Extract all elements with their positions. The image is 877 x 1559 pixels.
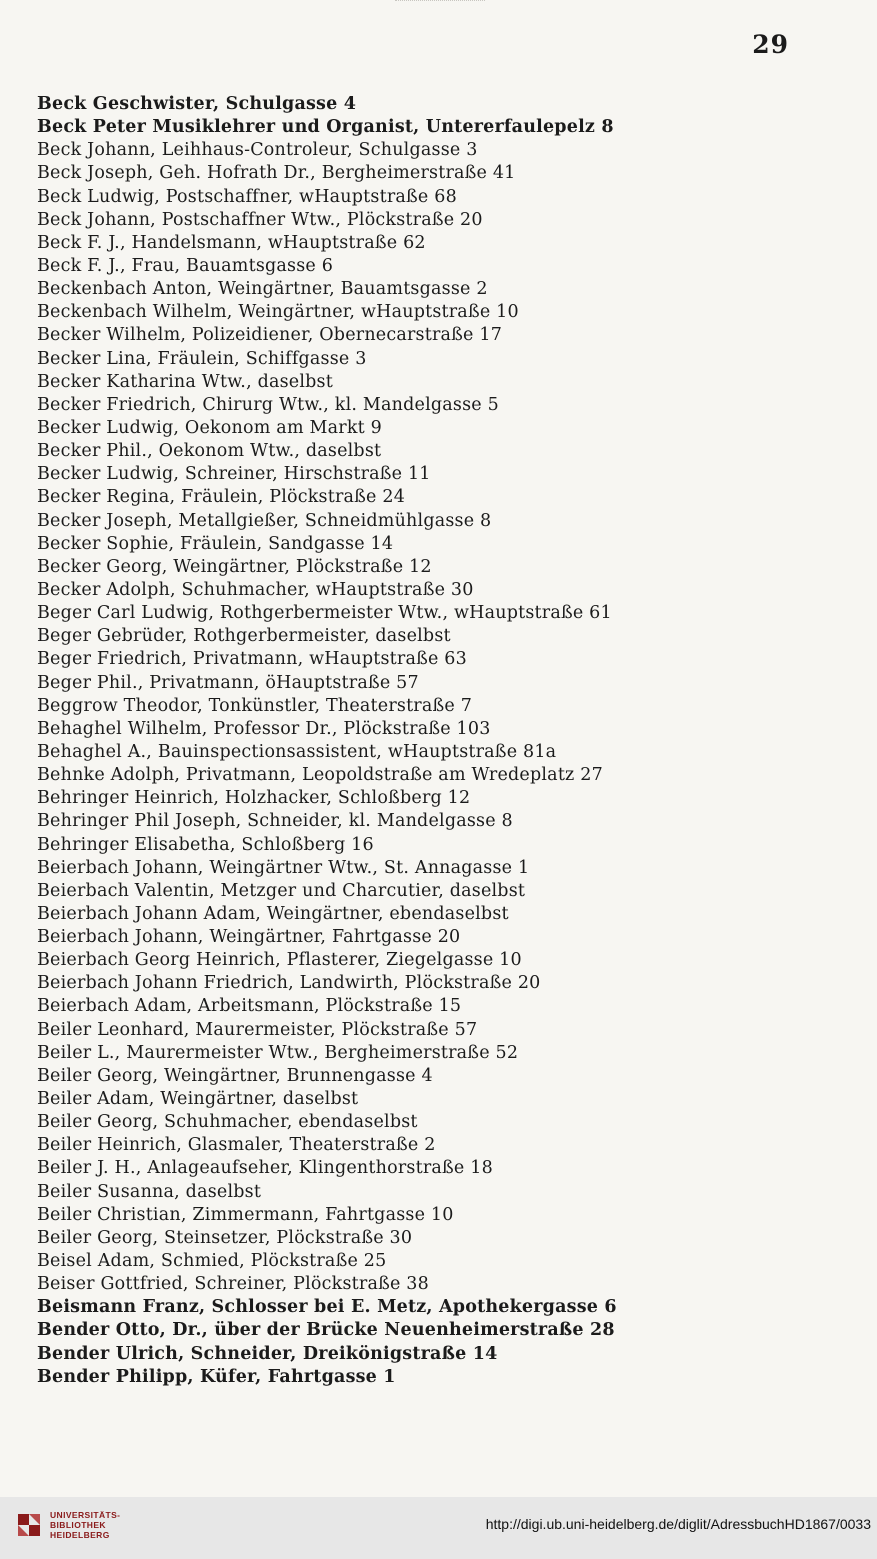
directory-entry: Beck Joseph, Geh. Hofrath Dr., Bergheimerstraße 41 xyxy=(37,163,516,184)
directory-entry: Beck Peter Musiklehrer und Organist, Untererfaulepelz 8 xyxy=(37,117,614,138)
directory-entry: Beierbach Georg Heinrich, Pflasterer, Ziegelgasse 10 xyxy=(37,950,522,971)
logo-line: BIBLIOTHEK xyxy=(50,1520,106,1530)
page-number: 29 xyxy=(752,30,789,59)
directory-entry: Becker Lina, Fräulein, Schiffgasse 3 xyxy=(37,348,367,369)
directory-entry: Beiler L., Maurermeister Wtw., Bergheimerstraße 52 xyxy=(37,1042,519,1063)
library-logo-text xyxy=(50,1510,120,1540)
permalink-url[interactable]: http://digi.ub.uni-heidelberg.de/diglit/AdressbuchHD1867/0033 xyxy=(485,1516,871,1532)
directory-entry: Behringer Elisabetha, Schloßberg 16 xyxy=(37,834,374,855)
directory-entry: Beiler Leonhard, Maurermeister, Plöckstraße 57 xyxy=(37,1019,478,1040)
library-logo-mark-icon xyxy=(14,1510,44,1540)
directory-entry: Beiser Gottfried, Schreiner, Plöckstraße 38 xyxy=(37,1274,429,1295)
directory-entry: Behaghel Wilhelm, Professor Dr., Plöckstraße 103 xyxy=(37,718,491,739)
directory-entry: Becker Phil., Oekonom Wtw., daselbst xyxy=(37,441,382,462)
directory-entry: Beierbach Johann, Weingärtner Wtw., St. Annagasse 1 xyxy=(37,857,530,878)
directory-entry: Becker Regina, Fräulein, Plöckstraße 24 xyxy=(37,487,406,508)
directory-entry: Beger Carl Ludwig, Rothgerbermeister Wtw., wHauptstraße 61 xyxy=(37,603,612,624)
directory-entry: Beck Johann, Leihhaus-Controleur, Schulgasse 3 xyxy=(37,140,478,161)
top-dotted-rule xyxy=(395,0,485,1)
directory-entry: Beiler Heinrich, Glasmaler, Theaterstraße 2 xyxy=(37,1135,436,1156)
directory-entry: Becker Katharina Wtw., daselbst xyxy=(37,371,333,392)
directory-entry: Beierbach Adam, Arbeitsmann, Plöckstraße 15 xyxy=(37,996,462,1017)
directory-entry-list xyxy=(37,93,857,1389)
directory-entry: Bender Otto, Dr., über der Brücke Neuenheimerstraße 28 xyxy=(37,1320,615,1341)
directory-entry: Beierbach Johann Adam, Weingärtner, ebendaselbst xyxy=(37,903,509,924)
directory-entry: Beck F. J., Frau, Bauamtsgasse 6 xyxy=(37,255,334,276)
directory-entry: Beiler Christian, Zimmermann, Fahrtgasse 10 xyxy=(37,1204,454,1225)
directory-entry: Beismann Franz, Schlosser bei E. Metz, Apothekergasse 6 xyxy=(37,1297,617,1318)
directory-entry: Becker Wilhelm, Polizeidiener, Obernecarstraße 17 xyxy=(37,325,503,346)
directory-entry: Behringer Phil Joseph, Schneider, kl. Mandelgasse 8 xyxy=(37,811,513,832)
directory-entry: Becker Joseph, Metallgießer, Schneidmühlgasse 8 xyxy=(37,510,492,531)
directory-entry: Becker Adolph, Schuhmacher, wHauptstraße 30 xyxy=(37,579,474,600)
directory-entry: Beckenbach Anton, Weingärtner, Bauamtsgasse 2 xyxy=(37,279,488,300)
directory-entry: Beiler Georg, Steinsetzer, Plöckstraße 30 xyxy=(37,1227,413,1248)
directory-entry: Beger Gebrüder, Rothgerbermeister, daselbst xyxy=(37,626,451,647)
directory-entry: Beierbach Johann Friedrich, Landwirth, Plöckstraße 20 xyxy=(37,973,541,994)
directory-entry: Beger Friedrich, Privatmann, wHauptstraße 63 xyxy=(37,649,467,670)
directory-entry: Bender Philipp, Küfer, Fahrtgasse 1 xyxy=(37,1366,396,1387)
library-logo[interactable] xyxy=(14,1510,120,1540)
directory-entry: Beck Johann, Postschaffner Wtw., Plöckstraße 20 xyxy=(37,209,483,230)
logo-line: UNIVERSITÄTS- xyxy=(50,1510,121,1520)
directory-entry: Beck Geschwister, Schulgasse 4 xyxy=(37,94,357,114)
directory-entry: Beiler Adam, Weingärtner, daselbst xyxy=(37,1089,359,1110)
directory-entry: Beierbach Johann, Weingärtner, Fahrtgasse 20 xyxy=(37,927,461,948)
directory-entry: Behnke Adolph, Privatmann, Leopoldstraße am Wredeplatz 27 xyxy=(37,765,603,786)
directory-entry: Beiler Georg, Weingärtner, Brunnengasse 4 xyxy=(37,1065,433,1086)
directory-entry: Behringer Heinrich, Holzhacker, Schloßberg 12 xyxy=(37,788,471,809)
directory-entry: Becker Georg, Weingärtner, Plöckstraße 12 xyxy=(37,556,432,577)
directory-entry: Behaghel A., Bauinspectionsassistent, wHauptstraße 81a xyxy=(37,741,557,762)
directory-entry: Beckenbach Wilhelm, Weingärtner, wHauptstraße 10 xyxy=(37,302,519,323)
directory-entry: Beck Ludwig, Postschaffner, wHauptstraße 68 xyxy=(37,186,457,207)
directory-entry: Beck F. J., Handelsmann, wHauptstraße 62 xyxy=(37,232,426,253)
directory-entry: Becker Friedrich, Chirurg Wtw., kl. Mandelgasse 5 xyxy=(37,394,499,415)
viewer-footer xyxy=(0,1497,877,1559)
directory-entry: Becker Ludwig, Schreiner, Hirschstraße 11 xyxy=(37,464,431,485)
directory-entry: Beggrow Theodor, Tonkünstler, Theaterstraße 7 xyxy=(37,695,473,716)
logo-line: HEIDELBERG xyxy=(50,1530,110,1540)
directory-entry: Becker Sophie, Fräulein, Sandgasse 14 xyxy=(37,533,394,554)
directory-entry: Bender Ulrich, Schneider, Dreikönigstraße 14 xyxy=(37,1343,498,1364)
directory-entry: Becker Ludwig, Oekonom am Markt 9 xyxy=(37,417,382,438)
directory-entry: Beiler Georg, Schuhmacher, ebendaselbst xyxy=(37,1112,418,1133)
directory-entry: Beisel Adam, Schmied, Plöckstraße 25 xyxy=(37,1251,387,1272)
directory-entry: Beierbach Valentin, Metzger und Charcutier, daselbst xyxy=(37,880,526,901)
directory-entry: Beiler J. H., Anlageaufseher, Klingenthorstraße 18 xyxy=(37,1158,493,1179)
directory-entry: Beiler Susanna, daselbst xyxy=(37,1181,262,1202)
directory-entry: Beger Phil., Privatmann, öHauptstraße 57 xyxy=(37,672,419,693)
